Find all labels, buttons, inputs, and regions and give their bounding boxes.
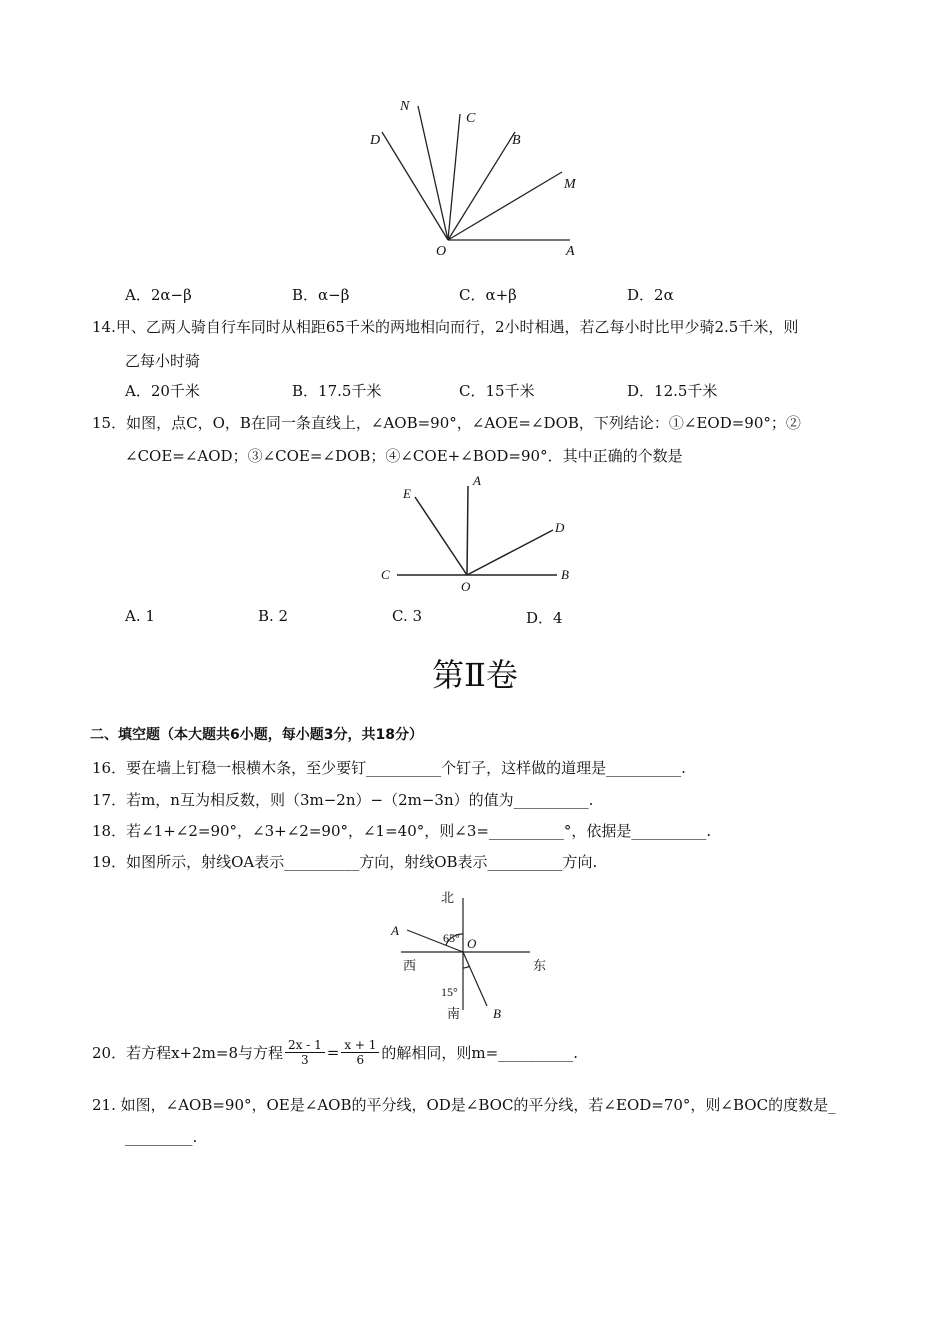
q20-frac1-num: 2x - 1: [285, 1038, 325, 1053]
q20-fraction-left: [285, 1038, 325, 1067]
q19-compass-figure: [385, 882, 560, 1024]
q21-text-line1: 21. 如图，∠AOB=90°，OE是∠AOB的平分线，OD是∠BOC的平分线，若∠EOD=70°，则∠BOC的度数是_: [92, 1096, 836, 1114]
q15-option-d[interactable]: D．4: [526, 609, 563, 627]
q13-label-b: B: [512, 133, 521, 148]
q14-option-c[interactable]: C．15千米: [459, 382, 535, 400]
q13-label-n: N: [400, 99, 410, 114]
q19-label-west: 西: [403, 958, 417, 973]
q20-suffix: 的解相同，则m=__________.: [381, 1044, 578, 1062]
q13-label-o: O: [436, 244, 447, 259]
q19-label-south: 南: [447, 1006, 461, 1021]
q15-option-a[interactable]: A. 1: [125, 607, 155, 625]
q15-label-b: B: [561, 567, 569, 582]
q19-label-b: B: [493, 1006, 501, 1021]
q14-text-line2: 乙每小时骑: [125, 352, 201, 370]
q20-prefix: 20．若方程x+2m=8与方程: [92, 1044, 283, 1062]
q14-option-a[interactable]: A．20千米: [125, 382, 200, 400]
q15-text-line2: ∠COE=∠AOD；③∠COE=∠DOB；④∠COE+∠BOD=90°．其中正确的个数是: [125, 447, 683, 465]
q15-label-o: O: [461, 579, 471, 594]
q13-option-d[interactable]: D．2α: [627, 286, 674, 304]
q13-label-m: M: [564, 177, 576, 192]
q15-label-a: A: [473, 473, 481, 488]
q17-text: 17．若m，n互为相反数，则（3m−2n）−（2m−3n）的值为__________.: [92, 791, 594, 809]
q19-label-north: 北: [441, 890, 455, 905]
q21-text-line2: _________.: [125, 1128, 198, 1146]
q20-line: [92, 1038, 578, 1067]
section-title: 第Ⅱ卷: [432, 656, 518, 694]
q15-stem-1: 如图，点C，O，B在同一条直线上，∠AOB=90°，∠AOE=∠DOB，下列结论：①∠EOD=90°；②: [126, 414, 801, 432]
q13-figure: [360, 92, 590, 262]
q15-label-e: E: [403, 486, 411, 501]
q20-fraction-right: [341, 1038, 379, 1067]
q19-label-a: A: [391, 923, 399, 938]
q20-frac1-den: 3: [301, 1053, 309, 1067]
q13-option-c[interactable]: C．α+β: [459, 286, 517, 304]
q13-label-a: A: [566, 244, 575, 259]
q16-text: 16．要在墙上钉稳一根横木条，至少要钉__________个钉子，这样做的道理是__________.: [92, 759, 686, 777]
q15-label-d: D: [555, 520, 565, 535]
q19-label-15deg: 15°: [441, 985, 458, 999]
q14-stem-1: 甲、乙两人骑自行车同时从相距65千米的两地相向而行，2小时相遇，若乙每小时比甲少骑2.5千米，则: [115, 318, 799, 336]
q20-frac2-num: x + 1: [341, 1038, 379, 1053]
q13-option-a[interactable]: A．2α−β: [125, 286, 192, 304]
q15-text-line1: [92, 412, 801, 433]
q15-option-c[interactable]: C. 3: [392, 607, 423, 625]
q14-number: 14.: [92, 318, 116, 336]
q13-label-c: C: [466, 111, 476, 126]
q19-label-east: 东: [533, 958, 547, 973]
q19-label-65deg: 65°: [443, 931, 460, 945]
q14-option-b[interactable]: B．17.5千米: [292, 382, 382, 400]
q19-label-o: O: [467, 936, 477, 951]
q15-figure: [375, 470, 585, 595]
q13-label-d: D: [370, 133, 381, 148]
q14-text-line1: [92, 316, 798, 337]
q15-label-c: C: [381, 567, 390, 582]
q14-option-d[interactable]: D．12.5千米: [627, 382, 718, 400]
q15-option-b[interactable]: B. 2: [258, 607, 289, 625]
q19-text: 19．如图所示，射线OA表示__________方向，射线OB表示__________方向.: [92, 853, 598, 871]
q15-number: 15．: [92, 414, 127, 432]
section-heading: 二、填空题（本大题共6小题，每小题3分，共18分）: [90, 727, 423, 743]
q13-option-b[interactable]: B．α−β: [292, 286, 350, 304]
q20-eq: =: [326, 1043, 340, 1062]
q20-frac2-den: 6: [356, 1053, 365, 1067]
q18-text: 18．若∠1+∠2=90°，∠3+∠2=90°，∠1=40°，则∠3=__________°，依据是__________.: [92, 822, 712, 840]
